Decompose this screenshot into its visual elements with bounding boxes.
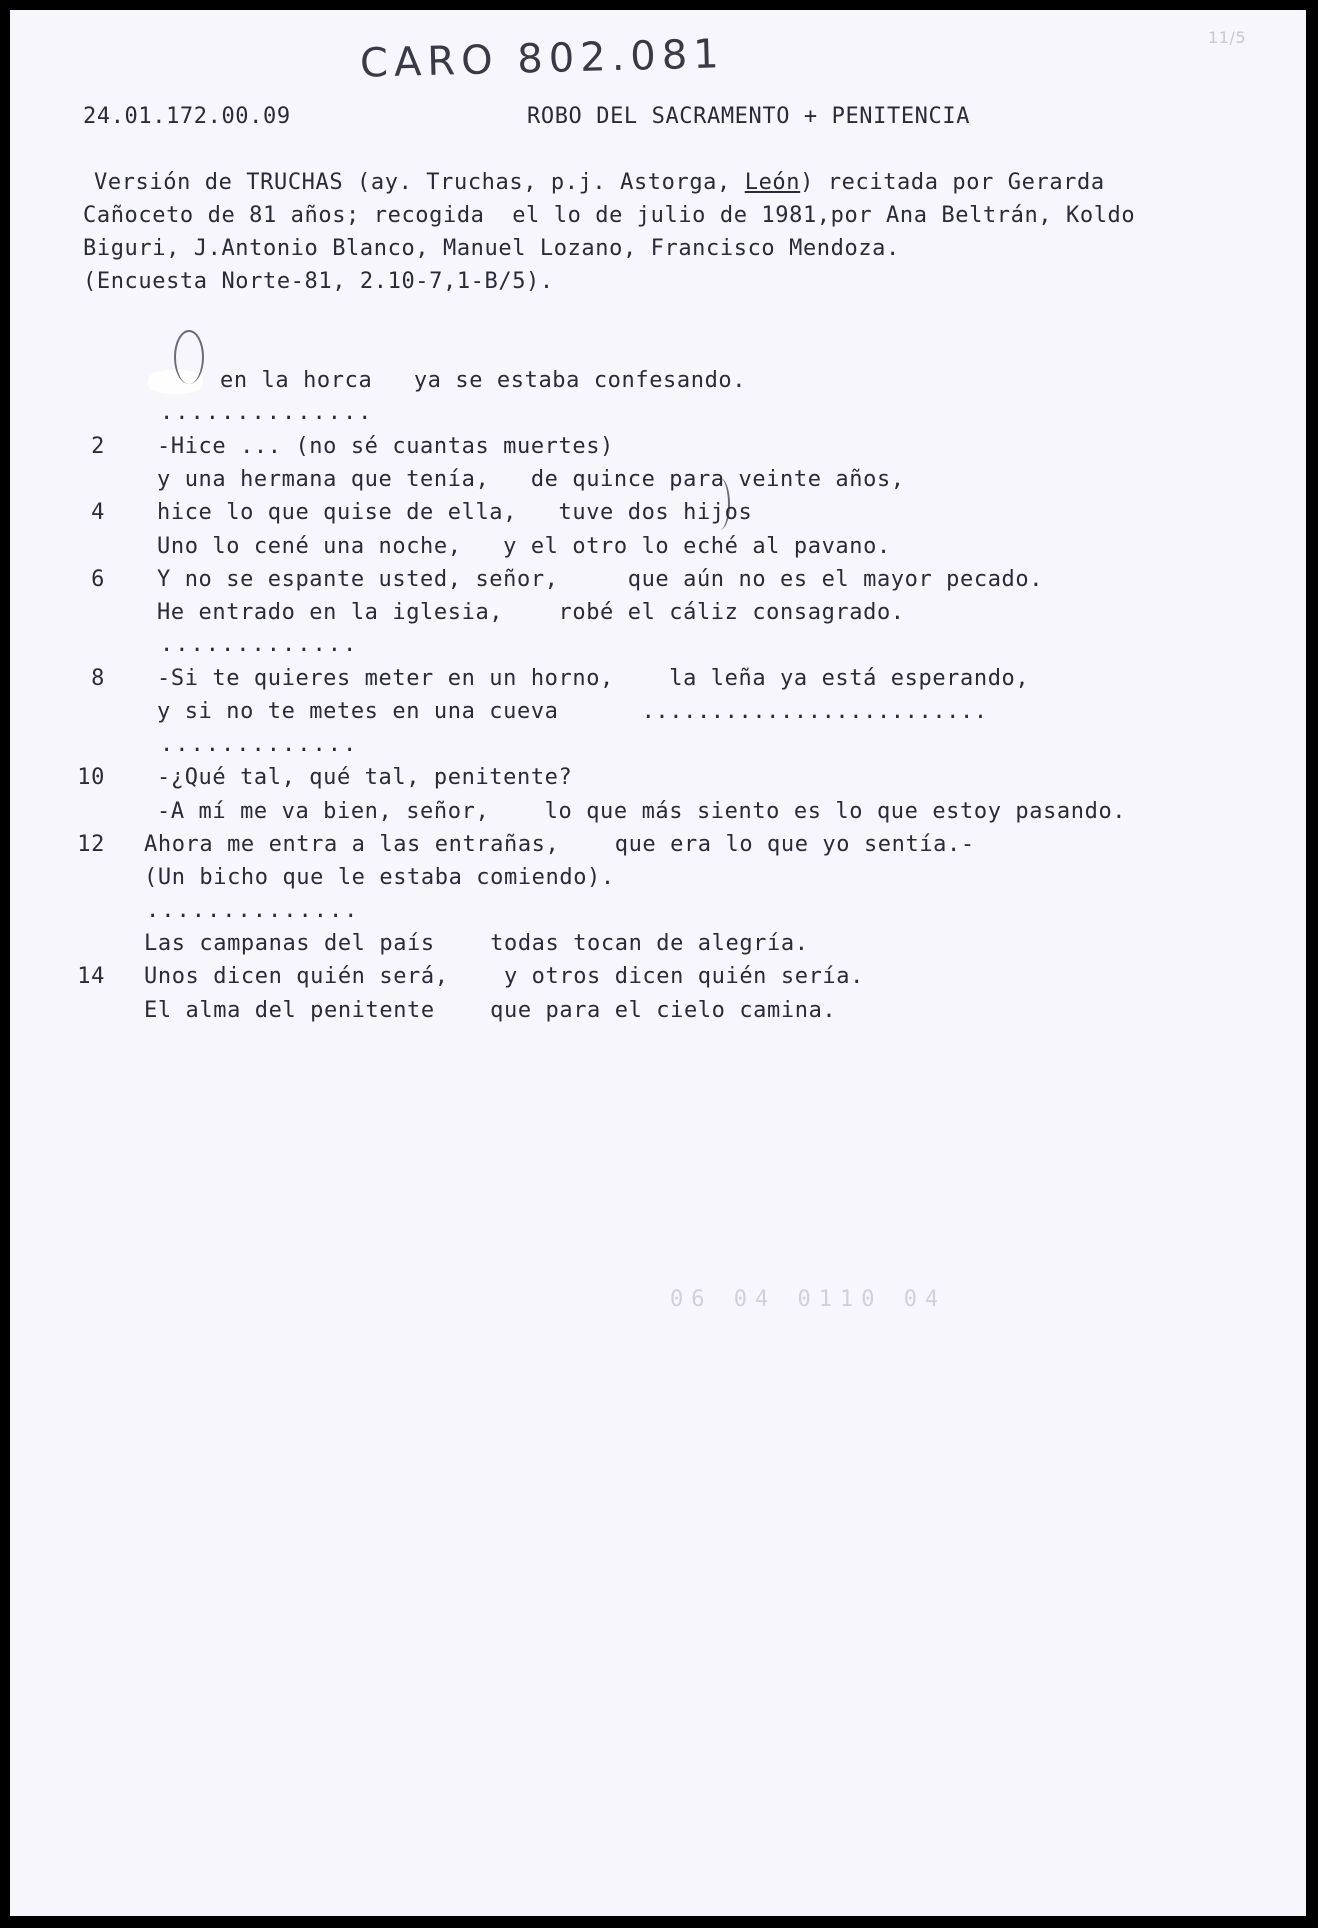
- verse-8: -Si te quieres meter en un horno, la leña ya está esperando,: [157, 666, 1030, 691]
- verse-13: (Un bicho que le estaba comiendo).: [144, 865, 615, 890]
- verse-4: hice lo que quise de ella, tuve dos hijos: [157, 500, 753, 525]
- verse-11: -A mí me va bien, señor, lo que más siento es lo que estoy pasando.: [157, 799, 1127, 824]
- verse-3: y una hermana que tenía, de quince para veinte años,: [157, 467, 905, 492]
- faint-stamp: 06 04 0110 04: [670, 1287, 947, 1312]
- verse-9: y si no te metes en una cueva .........................: [157, 699, 988, 724]
- verse-15: Unos dicen quién será, y otros dicen quién sería.: [144, 964, 864, 989]
- intro-line-1: [94, 170, 1105, 195]
- line-number: 8: [91, 666, 105, 691]
- line-number: 2: [91, 434, 105, 459]
- verse-10: -¿Qué tal, qué tal, penitente?: [157, 765, 573, 790]
- ellipsis-line-4: ..............: [146, 898, 360, 923]
- verse-6: Y no se espante usted, señor, que aún no es el mayor pecado.: [157, 567, 1044, 592]
- intro-line-2: Cañoceto de 81 años; recogida el lo de julio de 1981,por Ana Beltrán, Koldo: [83, 203, 1136, 228]
- ellipsis-line-3: .............: [160, 732, 359, 757]
- intro-line-1-underlined: León: [744, 170, 801, 195]
- line-number: 6: [91, 567, 105, 592]
- verse-2: -Hice ... (no sé cuantas muertes): [157, 434, 614, 459]
- line-number: 4: [91, 500, 105, 525]
- document-title: ROBO DEL SACRAMENTO + PENITENCIA: [527, 104, 971, 129]
- line-number: 12: [77, 832, 105, 857]
- ellipsis-line-2: .............: [160, 632, 359, 657]
- intro-line-4: (Encuesta Norte-81, 2.10-7,1-B/5).: [83, 269, 554, 294]
- ellipsis-line-1: ..............: [160, 400, 374, 425]
- handwritten-question-mark: [174, 330, 204, 384]
- intro-line-3: Biguri, J.Antonio Blanco, Manuel Lozano, Francisco Mendoza.: [83, 236, 900, 261]
- intro-line-1-a: Versión de TRUCHAS (ay. Truchas, p.j. Astorga,: [94, 170, 745, 195]
- intro-line-1-b: ) recitada por Gerarda: [800, 170, 1105, 195]
- document-page: [10, 10, 1306, 1916]
- verse-12: Ahora me entra a las entrañas, que era lo que yo sentía.-: [144, 832, 975, 857]
- line-number: 10: [77, 765, 105, 790]
- verse-16: El alma del penitente que para el cielo camina.: [144, 998, 837, 1023]
- verse-7: He entrado en la iglesia, robé el cáliz consagrado.: [157, 600, 905, 625]
- line-number: 14: [77, 964, 105, 989]
- document-reference: 24.01.172.00.09: [83, 104, 291, 129]
- corner-note: 11/5: [1208, 28, 1247, 47]
- handwritten-reference: CARO 802.081: [359, 31, 726, 87]
- verse-14: Las campanas del país todas tocan de alegría.: [144, 931, 809, 956]
- verse-1: en la horca ya se estaba confesando.: [220, 368, 747, 393]
- verse-5: Uno lo cené una noche, y el otro lo eché al pavano.: [157, 534, 891, 559]
